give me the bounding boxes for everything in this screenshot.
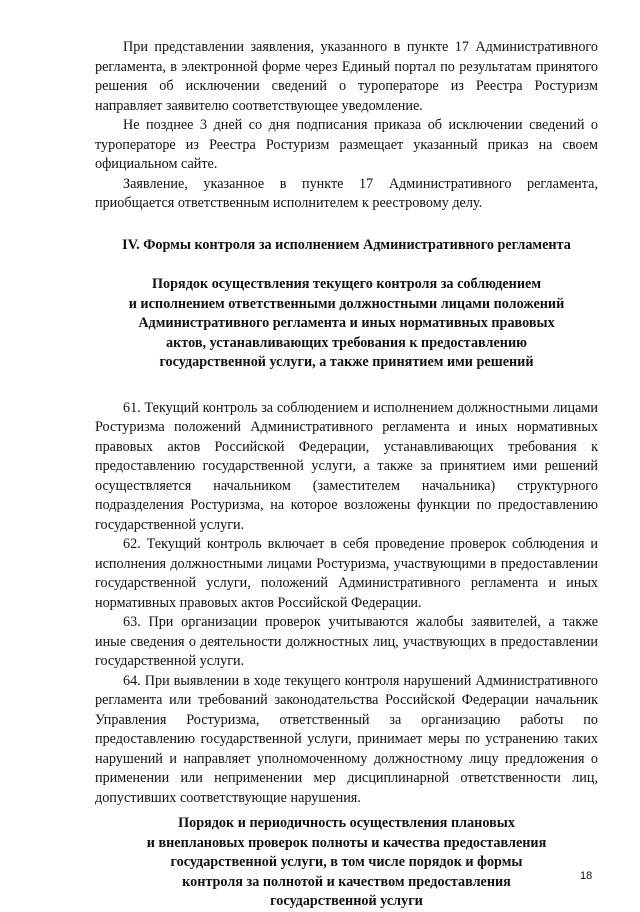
- subheading-line: контроля за полнотой и качеством предоставления: [182, 873, 511, 890]
- subheading-line: и исполнением ответственными должностными лицами положений: [128, 295, 565, 312]
- paragraph-62: 62. Текущий контроль включает в себя проведение проверок соблюдения и исполнения должностными лицами Ростуризма, участвующими в предоставлении государственной услуги, положений Административного регламента и иных нормативных правовых актов Российской Федерации.: [95, 536, 598, 611]
- paragraph-64: 64. При выявлении в ходе текущего контроля нарушений Административного регламента или требований законодательства Российской Федерации начальник Управления Ростуризма, ответственный за организацию работы по предоставлению государственной услуги, принимает меры по устранению таких нарушений и направляет уполномоченному должностному лицу предложения о применении или неприменении мер дисциплинарной ответственности лиц, допустивших соответствующие нарушения.: [95, 672, 598, 806]
- paragraph-order-publication: Не позднее 3 дней со дня подписания приказа об исключении сведений о туроператоре из Реестра Ростуризм размещает указанный приказ на своем официальном сайте.: [95, 117, 598, 172]
- subheading-line: государственной услуги, в том числе порядок и формы: [170, 854, 523, 870]
- section-heading: IV. Формы контроля за исполнением Административного регламента: [122, 236, 571, 253]
- subheading-line: государственной услуги, а также принятием ими решений: [159, 354, 534, 370]
- subheading-line: Порядок осуществления текущего контроля за соблюдением: [152, 276, 541, 292]
- paragraph-61: 61. Текущий контроль за соблюдением и исполнением должностными лицами Ростуризма положений Административного регламента и иных нормативных правовых актов Российской Федерации, устанавливающих требования к предоставлению государственной услуги, а также за принятием ими решений осуществляется начальником (заместителем начальника) структурного подразделения Ростуризма, на которое возложены функции по предоставлению государственной услуги.: [95, 399, 598, 533]
- paragraph-registry-file: Заявление, указанное в пункте 17 Административного регламента, приобщается ответственным исполнителем к реестровому делу.: [95, 175, 598, 211]
- page-number: 18: [580, 870, 593, 882]
- subheading-current-control: [95, 275, 598, 373]
- paragraph-63: 63. При организации проверок учитываются жалобы заявителей, а также иные сведения о деятельности должностных лиц, участвующих в предоставлении государственной услуги.: [95, 614, 598, 669]
- subheading-line: актов, устанавливающих требования к предоставлению: [166, 334, 527, 351]
- paragraph-notification: При представлении заявления, указанного в пункте 17 Административного регламента, в электронной форме через Единый портал по результатам принятого решения об исключении сведений о туроператоре из Реестра Ростуризм направляет заявителю соответствующее уведомление.: [95, 39, 598, 114]
- document-page: [95, 38, 598, 912]
- subheading-line: Порядок и периодичность осуществления плановых: [178, 815, 515, 831]
- subheading-inspections: [95, 814, 598, 912]
- subheading-line: государственной услуги: [270, 893, 423, 909]
- subheading-line: и внеплановых проверок полноты и качества предоставления: [146, 834, 547, 851]
- subheading-line: Административного регламента и иных нормативных правовых: [138, 315, 555, 331]
